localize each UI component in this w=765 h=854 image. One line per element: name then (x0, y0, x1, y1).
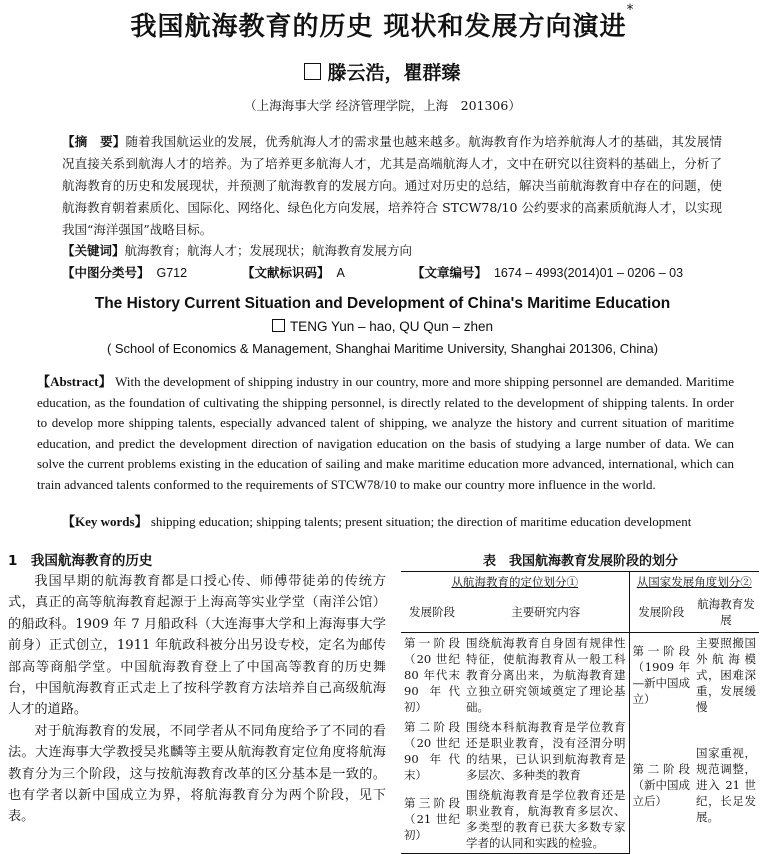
en-affiliation: ( School of Economics & Management, Shanghai Maritime University, Shanghai 201306, China) (106, 341, 659, 356)
cn-abstract-text: 随着我国航运业的发展，优秀航海人才的需求量也越来越多。航海教育作为培养航海人才的基础，其发展情况直接关系到航海人才的培养。为了培养更多航海人才，尤其是高端航海人才，文中在研究以往资料的基础上，分析了航海教育的历史和发展现状，并预测了航海教育的发展方向。通过对历史的总结，解决当前航海教育中存在的问题，使航海教育朝着素质化、国际化、网络化、绿色化方向发展，培养符合 STCW78/10 公约要求的高素质航海人才，以实现我国“海洋强国”战略目标。 (62, 134, 722, 237)
cn-keywords-text: 航海教育；航海人才；发展现状；航海教育发展方向 (124, 243, 413, 258)
col-header-content: 主要研究内容 (463, 592, 629, 633)
national-content-cell: 国家重视，规范调整，进入 21 世纪，长足发展。 (696, 746, 756, 825)
group-header-positioning: 从航海教育的定位划分① (401, 572, 629, 593)
en-keywords-text: shipping education; shipping talents; present situation; the direction of maritime education development (150, 514, 692, 529)
en-authors: TENG Yun – hao, QU Qun – zhen (0, 319, 765, 334)
national-stage-cell: 第二阶段（新中国成立后） (629, 717, 693, 854)
table-title: 表 我国航海教育发展阶段的划分 (482, 554, 678, 569)
en-abstract-label: 【Abstract】 (37, 374, 112, 389)
stage-table (401, 571, 759, 854)
section-body (8, 571, 386, 828)
doc-code: 【文献标识码】 A (242, 265, 345, 280)
col-header-stage-national: 发展阶段 (629, 592, 693, 633)
col-header-stage: 发展阶段 (401, 592, 463, 633)
cn-abstract-label: 【摘 要】 (62, 134, 126, 149)
table-group-header (401, 572, 759, 593)
content-cell: 围绕航海教育自身固有规律性特征，使航海教育从一般工科教育分离出来，为航海教育建立独立研究领域奠定了理论基础。 (466, 636, 626, 714)
clc-code: 【中图分类号】 G712 (62, 265, 188, 280)
national-content-cell: 主要照搬国外航海模式，困难深重，发展缓慢 (696, 636, 756, 714)
stage-cell: 第二阶段（20 世纪 90 年代末） (404, 720, 460, 782)
en-keywords (62, 511, 742, 530)
title-footnote-marker: * (626, 2, 635, 18)
section-heading: 1 我国航海教育的历史 (8, 553, 153, 569)
en-author-box-icon (272, 319, 285, 332)
en-abstract-text: With the development of shipping industry in our country, more and more shipping personnel are demanded. Maritime education, as the foundation of cultivating the shipping personnel, is directly related to the development of shipping talents. In order to develop more shipping talents, especially advanced talent of shipping, we analyze the history and current situation of maritime education, and predict the development direction of navigation education on the basis of studying a large number of data. We can solve the current problems existing in the education of sailing and make maritime education more advanced, international, which can train advanced talents conformed to the requirements of STCW78/10 to make our country more influence in the world. (37, 374, 734, 492)
authors: 滕云浩，瞿群臻 (0, 58, 765, 85)
content-cell: 围绕本科航海教育是学位教育还是职业教育，没有泾渭分明的结果，已认识到航海教育是多层次、多种类的教育 (466, 720, 626, 782)
table-row (401, 633, 759, 718)
article-number: 【文章编号】 1674 – 4993(2014)01 – 0206 – 03 (412, 265, 684, 280)
table-row (401, 717, 759, 785)
content-cell: 围绕航海教育是学位教育还是职业教育，航海教育多层次、多类型的教育已获大多数专家学者的认同和实践的检验。 (463, 785, 629, 854)
en-title: The History Current Situation and Development of China's Maritime Education (94, 295, 671, 312)
paper-title: 我国航海教育的历史 现状和发展方向演进* (130, 2, 635, 42)
national-stage-cell: 第一阶段（1909 年—新中国成立） (629, 633, 693, 718)
group-header-national: 从国家发展角度划分② (629, 572, 759, 593)
stage-cell: 第三阶段（21 世纪初） (401, 785, 463, 854)
cn-keywords (62, 241, 742, 259)
author-box-icon (304, 63, 321, 80)
stage-cell: 第一阶段（20 世纪 80 年代末 90 年代初） (404, 636, 460, 714)
en-keywords-label: 【Key words】 (62, 514, 148, 529)
paragraph: 对于航海教育的发展，不同学者从不同角度给予了不同的看法。大连海事大学教授吴兆麟等主要从航海教育定位角度将航海教育分为三个阶段，这与按航海教育改革的区分基本是一致的。也有学者以新中国成立为界，将航海教育分为两个阶段，见下表。 (8, 723, 386, 825)
cn-abstract (62, 131, 722, 241)
affiliation: （上海海事大学 经济管理学院，上海 201306） (244, 98, 521, 113)
paragraph: 我国早期的航海教育都是口授心传、师傅带徒弟的传统方式，真正的高等航海教育起源于上海高等实业学堂（南洋公馆）的船政科。1909 年 7 月船政科（大连海事大学和上海海事大学前身）正式创立，1911 年航政科被分出另设专校，定名为邮传部高等商船学堂。中国航海教育登上了中国高等教育的历史舞台，中国航海教育正式走上了按科学教育方法培养自己高级航海人才的道路。 (8, 574, 386, 718)
table-column-header (401, 592, 759, 633)
en-abstract (37, 372, 734, 496)
cn-keywords-label: 【关键词】 (62, 243, 125, 258)
col-header-development: 航海教育发展 (693, 592, 759, 633)
